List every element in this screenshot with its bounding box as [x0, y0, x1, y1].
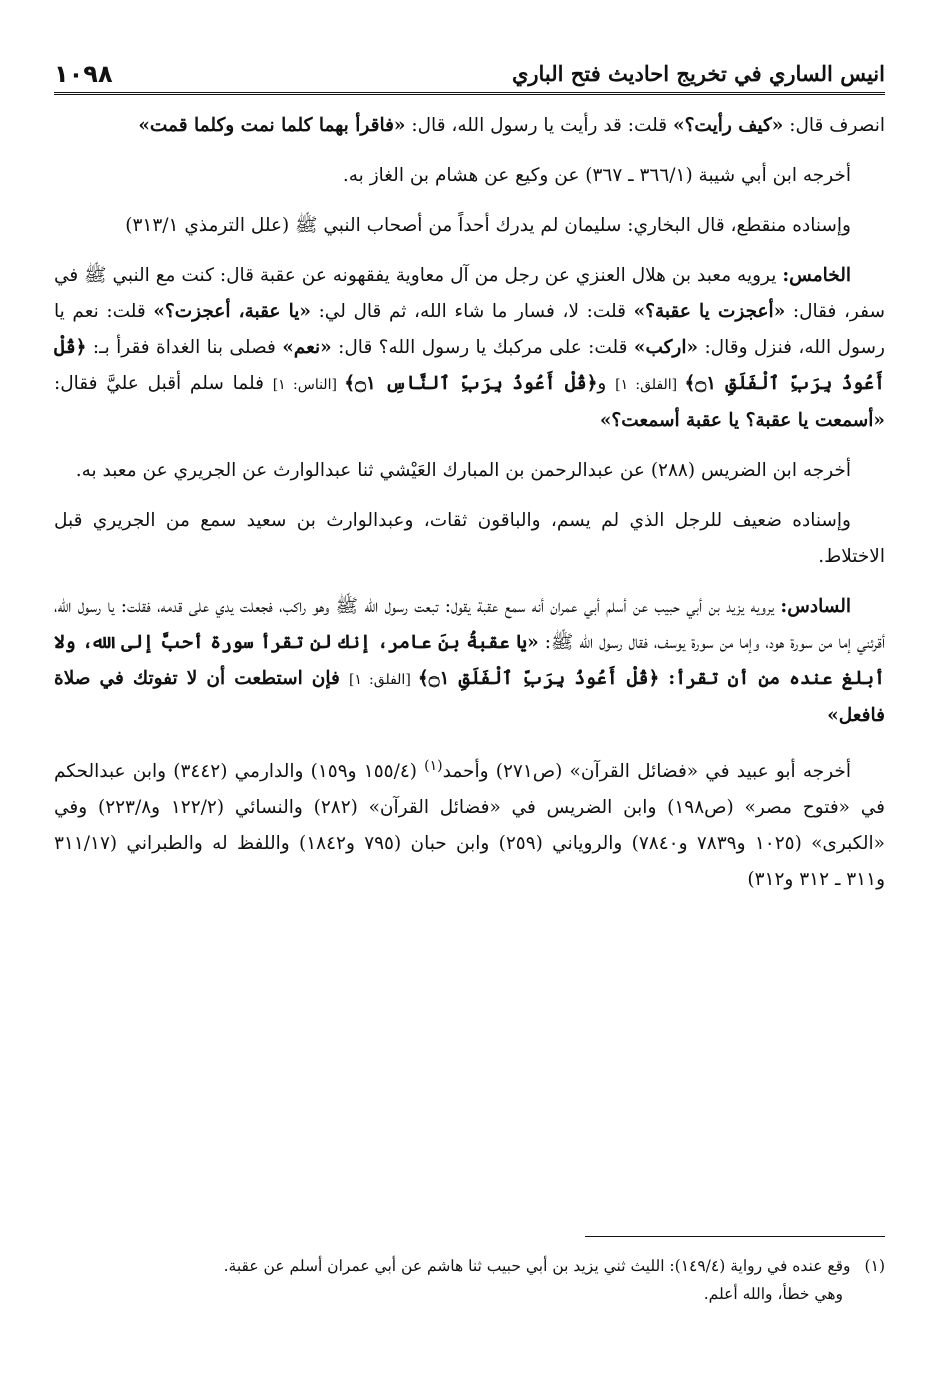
text-run: يرويه معبد بن هلال العنزي عن رجل من آل معاوية يفقهونه عن عقبة قال: كنت مع النبي ﷺ في سفر، فقال: — [54, 265, 886, 322]
quran-verse: ﴿قُلْ أَعُوذُ بِرَبِّ ٱلنَّاسِ ۝١﴾ — [344, 373, 598, 394]
hadith-quote: «اركب» — [633, 337, 699, 358]
verse-reference: [الفلق: ١] — [615, 377, 685, 393]
text-run: أخرجه أبو عبيد في «فضائل القرآن» (ص٢٧١) وأحمد — [442, 761, 851, 783]
paragraph-7 — [54, 589, 885, 734]
main-text — [54, 108, 885, 912]
page-number: ١٠٩٨ — [54, 60, 113, 88]
paragraph-8 — [54, 748, 885, 898]
verse-reference: [الفلق: ١] — [348, 672, 418, 688]
text-run: قلت: نعم يا رسول الله، فنزل وقال: — [54, 301, 885, 358]
section-label: السادس: — [780, 596, 851, 617]
text-run: (١٥٥/٤ و١٥٩) والدارمي (٣٤٤٢) وابن عبدالحكم في «فتوح مصر» (ص١٩٨) وابن الضريس في «فضائل القرآن» (٢٨٢) والنسائي (١٢٢/٢ و٢٢٣/٨) وفي «الكبرى» (١٠٢٥ و٧٨٣٩ و٧٨٤٠) والروياني (٢٥٩) وابن حبان (٧٩٥ و١٨٤٢) واللفظ له والطبراني (٣١١/١٧ و٣١١ ـ ٣١٢ و٣١٢) — [54, 761, 886, 891]
footnote-text-continued: وهي خطأ، والله أعلم. — [703, 1285, 843, 1303]
running-header — [54, 50, 885, 95]
footnote-number: (١) — [864, 1257, 885, 1275]
text-run: فلما سلم أقبل عليَّ فقال: — [54, 373, 273, 394]
section-label: الخامس: — [782, 265, 851, 286]
footnote-divider — [585, 1236, 885, 1237]
text-run: و — [597, 373, 616, 394]
verse-reference: [الناس: ١] — [272, 377, 345, 393]
text-run: قلت: على مركبك يا رسول الله؟ قال: — [331, 337, 634, 358]
text-run: قلت: لا، فسار ما شاء الله، ثم قال لي: — [310, 301, 634, 322]
hadith-quote: «يا عقبةُ بنَ عامر، إنك لن تقرأ سورة أحبَّ إلى الله، ولا أبلغ عنده من أن تقرأ: ﴿قُلْ أَعُوذُ بِرَبِّ ٱلْفَلَقِ ۝١﴾ — [54, 632, 885, 689]
footnotes — [54, 1252, 885, 1308]
text-run: يرويه يزيد بن أبي حبيب عن أسلم أبي عمران أنه سمع عقبة يقول: تبعت رسول الله ﷺ وهو راكب، فجعلت يدي على قدمه، فقلت: يا رسول الله، أقرئني إما من سورة هود، وإما من سورة يوسف، فقال رسول الله ﷺ: — [54, 596, 886, 653]
paragraph-2: أخرجه ابن أبي شيبة (٣٦٦/١ ـ ٣٦٧) عن وكيع عن هشام بن الغاز به. — [342, 165, 851, 186]
hadith-quote: «نعم» — [282, 337, 332, 358]
hadith-quote: فإن استطعت أن لا تفوتك في صلاة فافعل» — [54, 668, 885, 726]
text-run: قلت: قد رأيت يا رسول الله، قال: — [405, 115, 674, 136]
hadith-quote: «أسمعت يا عقبة؟ يا عقبة أسمعت؟» — [599, 410, 885, 431]
header-title: انيس الساري في تخريج احاديث فتح الباري — [511, 61, 885, 86]
footnote-text: وقع عنده في رواية (١٤٩/٤): الليث ثني يزيد بن أبي حبيب ثنا هاشم عن أبي عمران أسلم عن عقبة. — [223, 1257, 851, 1275]
hadith-quote: «يا عقبة، أعجزت؟» — [153, 301, 311, 322]
footnote-1 — [54, 1252, 885, 1280]
hadith-quote: «أعجزت يا عقبة؟» — [633, 301, 786, 322]
paragraph-5: أخرجه ابن الضريس (٢٨٨) عن عبدالرحمن بن المبارك العَيْشي ثنا عبدالوارث عن الجريري عن معبد به. — [75, 460, 851, 481]
text-run: انصرف قال: — [783, 115, 885, 136]
paragraph-3: وإسناده منقطع، قال البخاري: سليمان لم يدرك أحداً من أصحاب النبي ﷺ (علل الترمذي ٣١٣/١) — [125, 215, 851, 236]
paragraph-1 — [54, 108, 885, 144]
paragraph-6: وإسناده ضعيف للرجل الذي لم يسم، والباقون ثقات، وعبدالوارث بن سعيد سمع من الجريري قبل الاختلاط. — [54, 510, 885, 567]
hadith-quote: «فاقرأ بهما كلما نمت وكلما قمت» — [138, 115, 406, 136]
paragraph-4 — [54, 258, 885, 439]
hadith-quote: «كيف رأيت؟» — [673, 115, 784, 136]
footnote-reference[interactable]: (١) — [424, 758, 443, 774]
text-run: فصلى بنا الغداة فقرأ بـ: — [86, 337, 283, 358]
quran-verse: ﴿قُلْ أَعُوذُ بِرَبِّ ٱلْفَلَقِ ۝١﴾ — [54, 337, 885, 394]
